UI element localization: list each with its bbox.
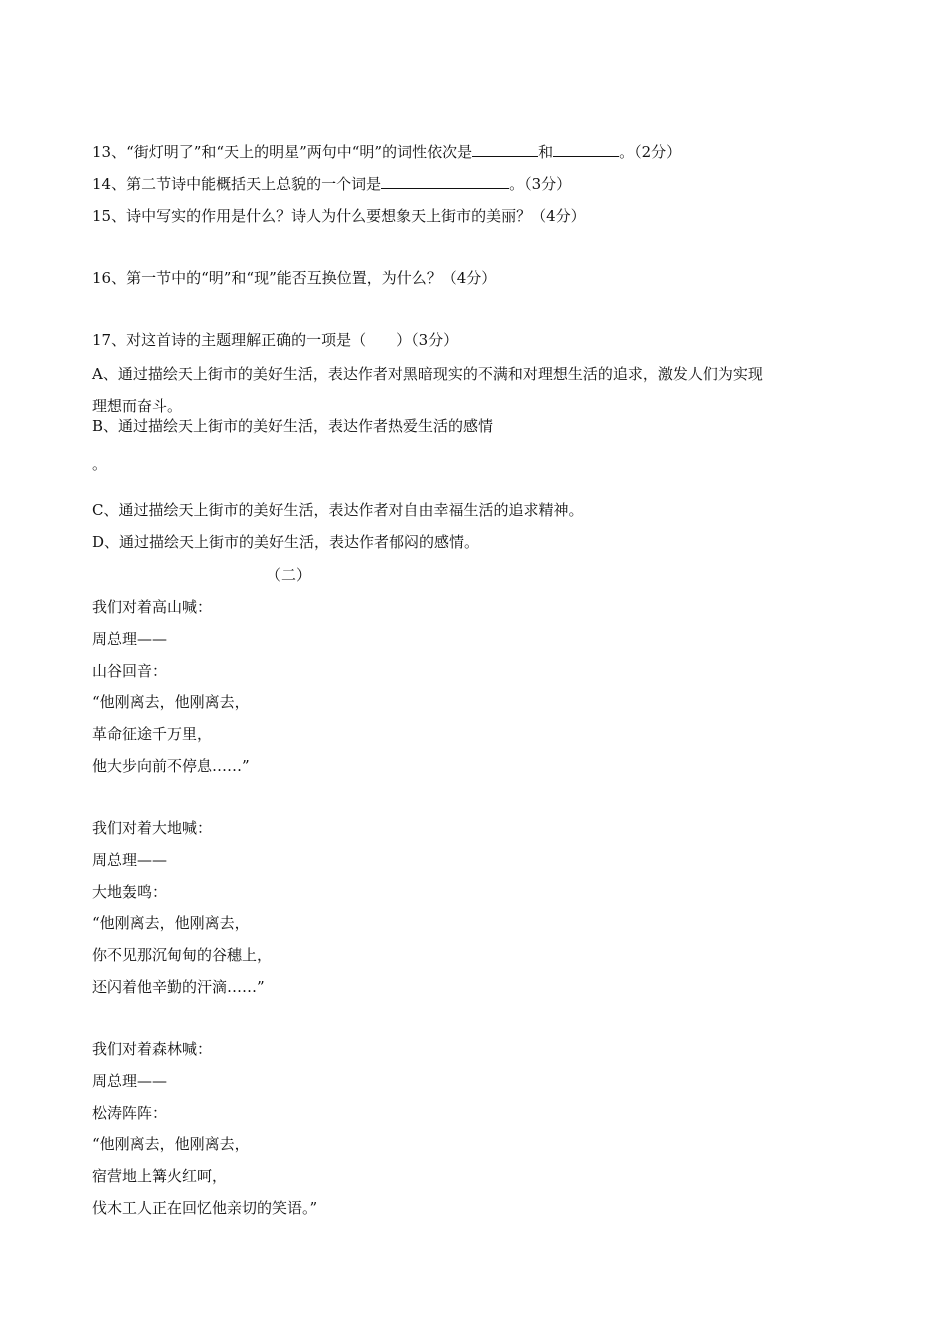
question-13 bbox=[92, 142, 681, 162]
poem-line: 周总理—— bbox=[92, 851, 168, 869]
poem-line: 你不见那沉甸甸的谷穗上， bbox=[92, 946, 273, 964]
poem-line: 大地轰鸣： bbox=[92, 883, 168, 901]
question-14-text: 14、第二节诗中能概括天上总貌的一个词是 bbox=[92, 175, 382, 193]
option-b-tail: 。 bbox=[92, 455, 108, 473]
poem-line: 周总理—— bbox=[92, 1072, 168, 1090]
question-17: 17、对这首诗的主题理解正确的一项是（ ）（3分） bbox=[92, 331, 459, 349]
option-a-line-2: 理想而奋斗。 bbox=[92, 397, 183, 415]
poem-line: 我们对着森林喊： bbox=[92, 1040, 213, 1058]
poem-line: 他大步向前不停息……” bbox=[92, 757, 250, 775]
question-15: 15、诗中写实的作用是什么？诗人为什么要想象天上街市的美丽？（4分） bbox=[92, 207, 586, 225]
question-16: 16、第一节中的“明”和“现”能否互换位置，为什么？（4分） bbox=[92, 269, 497, 287]
question-14 bbox=[92, 174, 571, 194]
answer-blank-2[interactable] bbox=[553, 142, 619, 157]
poem-line: 我们对着大地喊： bbox=[92, 819, 213, 837]
poem-line: “他刚离去，他刚离去， bbox=[92, 1135, 250, 1153]
answer-blank-3[interactable] bbox=[381, 174, 509, 189]
section-heading: （二） bbox=[266, 566, 312, 584]
poem-line: 山谷回音： bbox=[92, 662, 168, 680]
poem-line: “他刚离去，他刚离去， bbox=[92, 693, 250, 711]
question-13-text: 13、“街灯明了”和“天上的明星”两句中“明”的词性依次是 bbox=[92, 143, 473, 161]
question-14-score: 。（3分） bbox=[509, 175, 572, 193]
question-13-score: 。（2分） bbox=[619, 143, 682, 161]
poem-line: 我们对着高山喊： bbox=[92, 598, 213, 616]
option-c: C、通过描绘天上街市的美好生活，表达作者对自由幸福生活的追求精神。 bbox=[92, 501, 584, 519]
question-13-connector: 和 bbox=[538, 143, 554, 161]
option-b: B、通过描绘天上街市的美好生活，表达作者热爱生活的感情 bbox=[92, 417, 494, 435]
poem-line: “他刚离去，他刚离去， bbox=[92, 914, 250, 932]
poem-line: 还闪着他辛勤的汗滴……” bbox=[92, 978, 265, 996]
poem-line: 宿营地上篝火红呵， bbox=[92, 1167, 228, 1185]
poem-line: 松涛阵阵： bbox=[92, 1104, 168, 1122]
poem-line: 周总理—— bbox=[92, 630, 168, 648]
option-d: D、通过描绘天上街市的美好生活，表达作者郁闷的感情。 bbox=[92, 533, 480, 551]
poem-line: 伐木工人正在回忆他亲切的笑语。” bbox=[92, 1199, 318, 1217]
option-a-line-1: A、通过描绘天上街市的美好生活，表达作者对黑暗现实的不满和对理想生活的追求，激发人们为实现 bbox=[92, 365, 763, 383]
poem-line: 革命征途千万里， bbox=[92, 725, 213, 743]
answer-blank-1[interactable] bbox=[472, 142, 538, 157]
